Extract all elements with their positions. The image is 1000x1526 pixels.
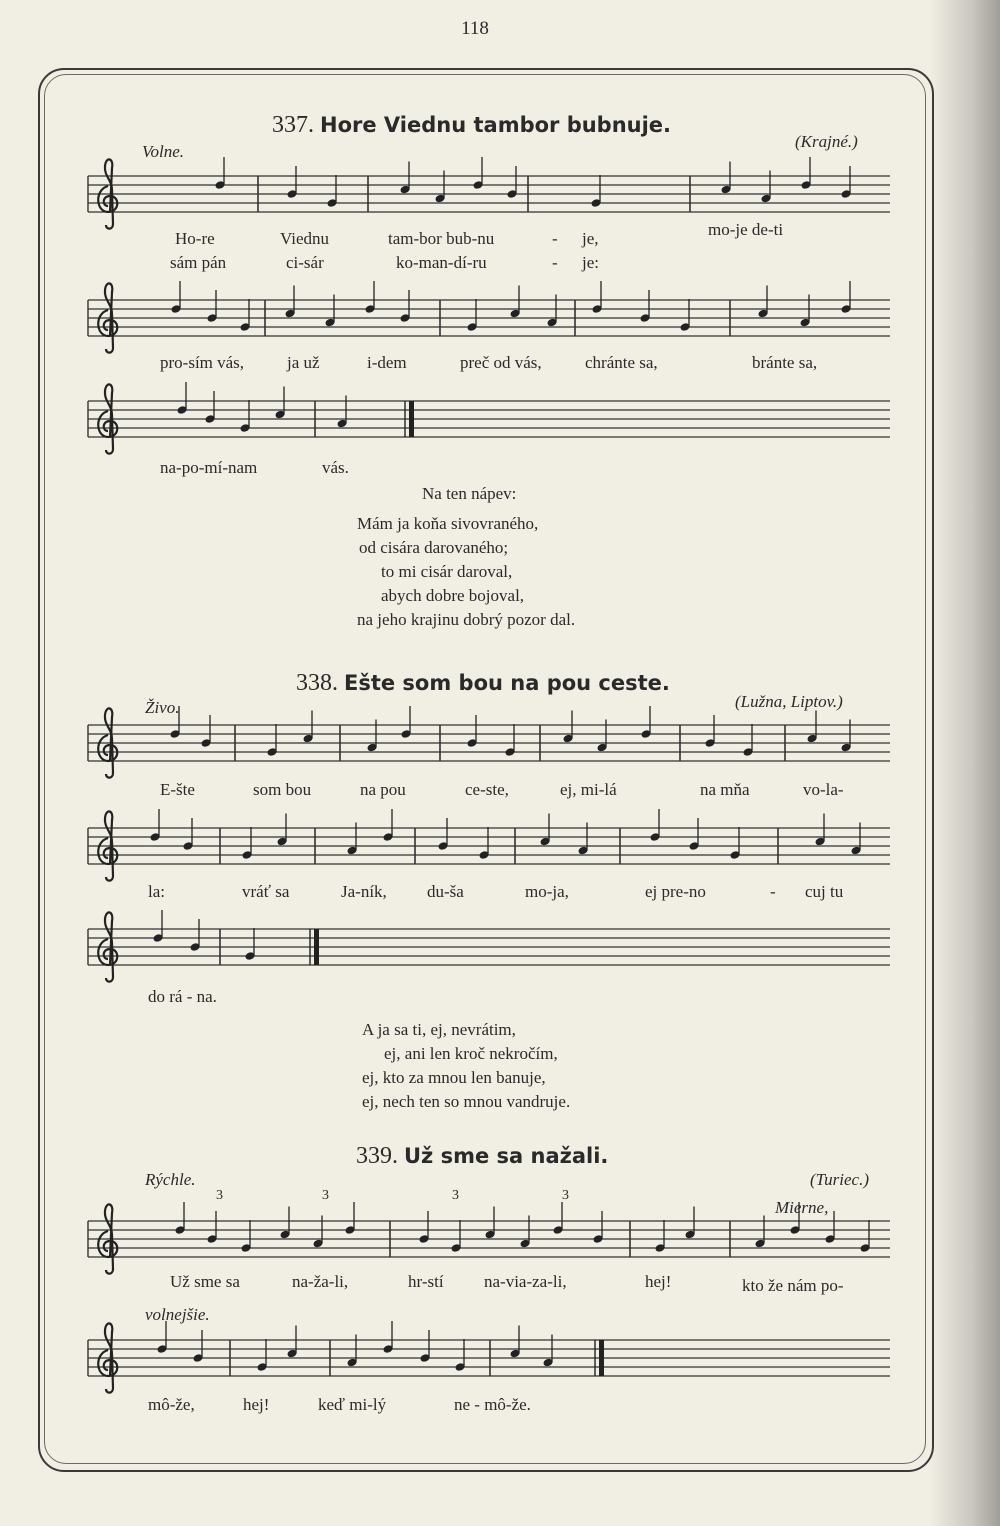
lyric: ej, mi-lá: [560, 780, 617, 799]
lyric: Viednu: [280, 229, 330, 248]
song-number: 339.: [356, 1143, 398, 1169]
verse-intro: Na ten nápev:: [422, 484, 517, 503]
lyric: Ho-re: [175, 229, 215, 248]
lyric: na-ža-li,: [292, 1272, 349, 1291]
lyric: ej pre-no: [645, 882, 706, 901]
lyric: keď mi-lý: [318, 1395, 387, 1414]
tempo-change-marking: Mierne,: [775, 1198, 829, 1217]
tempo-marking: Volne.: [142, 142, 185, 161]
lyric: som bou: [253, 780, 312, 799]
lyric: ci-sár: [286, 253, 324, 272]
lyric: tam-bor bub-nu: [388, 229, 495, 248]
verse-line: abych dobre bojoval,: [381, 586, 525, 605]
lyric: na-po-mí-nam: [160, 458, 258, 477]
lyric: mô-že,: [148, 1395, 195, 1414]
verse-line: ej, ani len kroč nekročím,: [384, 1044, 558, 1063]
lyric: vráť sa: [242, 882, 290, 901]
lyric: na-via-za-li,: [484, 1272, 567, 1291]
region-label: (Krajné.): [795, 132, 858, 151]
lyric: -: [552, 229, 558, 248]
lyric: i-dem: [367, 353, 407, 372]
lyric: Ja-ník,: [341, 882, 387, 901]
lyric: na pou: [360, 780, 406, 799]
lyric: ja už: [287, 353, 320, 372]
lyric: do rá - na.: [148, 987, 217, 1006]
tempo-marking: Živo.: [145, 698, 180, 717]
lyric: la:: [148, 882, 165, 901]
page-number: 118: [461, 18, 489, 39]
lyric: kto že nám po-: [742, 1276, 844, 1295]
song-number: 338.: [296, 670, 338, 696]
lyric: ce-ste,: [465, 780, 509, 799]
lyric: vo-la-: [803, 780, 844, 799]
verse-line: ej, kto za mnou len banuje,: [362, 1068, 546, 1087]
region-label: (Lužna, Liptov.): [735, 692, 843, 711]
lyric: je:: [582, 253, 599, 272]
triplet-mark: 3: [216, 1188, 223, 1203]
verse-line: to mi cisár daroval,: [381, 562, 513, 581]
lyric: mo-je de-ti: [708, 220, 784, 239]
final-bar-thick: [599, 1340, 604, 1376]
lyric: vás.: [322, 458, 349, 477]
lyric: chránte sa,: [585, 353, 658, 372]
lyric: na mňa: [700, 780, 750, 799]
lyric: -: [552, 253, 558, 272]
region-label: (Turiec.): [810, 1170, 870, 1189]
lyric: Už sme sa: [170, 1272, 240, 1291]
song-name: Už sme sa nažali.: [404, 1144, 609, 1168]
tempo-change-marking: volnejšie.: [145, 1305, 210, 1324]
song-number: 337.: [272, 112, 314, 138]
song-name: Hore Viednu tambor bubnuje.: [320, 113, 672, 137]
verse-line: od cisára darovaného;: [359, 538, 509, 557]
lyric: hej!: [645, 1272, 672, 1291]
verse-line: A ja sa ti, ej, nevrátim,: [362, 1020, 516, 1039]
lyric: du-ša: [427, 882, 464, 901]
final-bar-thick: [409, 401, 414, 437]
verse-line: Mám ja koňa sivovraného,: [357, 514, 539, 533]
lyric: sám pán: [170, 253, 227, 272]
lyric: bránte sa,: [752, 353, 818, 372]
lyric: cuj tu: [805, 882, 844, 901]
lyric: -: [770, 882, 776, 901]
lyric: ko-man-dí-ru: [396, 253, 487, 272]
triplet-mark: 3: [562, 1188, 569, 1203]
tempo-marking: Rýchle.: [145, 1170, 196, 1189]
lyric: ne - mô-že.: [454, 1395, 531, 1414]
lyric: hej!: [243, 1395, 270, 1414]
lyric: je,: [582, 229, 599, 248]
lyric: mo-ja,: [525, 882, 569, 901]
verse-line: ej, nech ten so mnou vandruje.: [362, 1092, 571, 1111]
triplet-mark: 3: [322, 1188, 329, 1203]
triplet-mark: 3: [452, 1188, 459, 1203]
song-name: Ešte som bou na pou ceste.: [344, 671, 670, 695]
lyric: preč od vás,: [460, 353, 542, 372]
verse-line: na jeho krajinu dobrý pozor dal.: [357, 610, 576, 629]
lyric: pro-sím vás,: [160, 353, 245, 372]
lyric: E-šte: [160, 780, 195, 799]
final-bar-thick: [314, 929, 319, 965]
lyric: hr-stí: [408, 1272, 444, 1291]
